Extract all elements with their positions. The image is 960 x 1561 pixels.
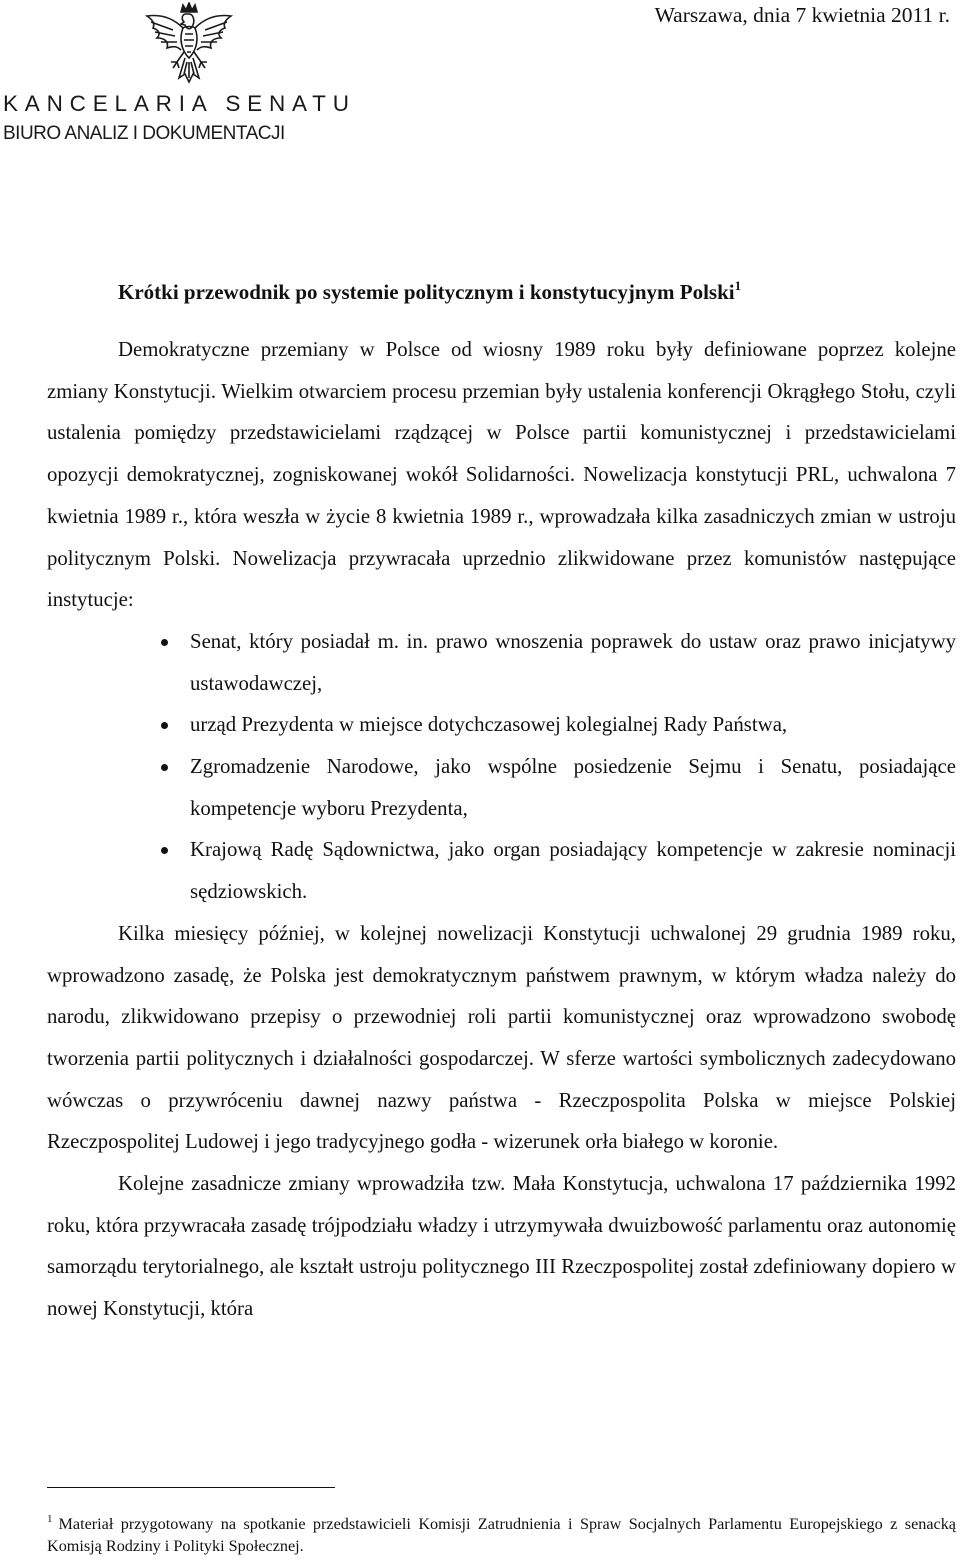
document-body [47,329,956,1330]
bullet-icon [161,639,168,646]
title-text: Krótki przewodnik po systemie politycznym i konstytucyjnym Polski [118,280,735,304]
title-footnote-ref: 1 [734,278,742,293]
list-item-text: Krajową Radę Sądownictwa, jako organ posiadający kompetencje w zakresie nominacji sędziowskich. [190,838,956,904]
institutions-list [47,621,956,913]
list-item [47,746,956,829]
list-item-text: urząd Prezydenta w miejsce dotychczasowej kolegialnej Rady Państwa, [190,713,788,737]
list-item-text: Senat, który posiadał m. in. prawo wnoszenia poprawek do ustaw oraz prawo inicjatywy ustawodawczej, [190,629,956,695]
department-name: BIURO ANALIZ I DOKUMENTACJI [3,123,285,144]
bullet-icon [161,847,168,854]
paragraph-constitution-1989: Kilka miesięcy później, w kolejnej nowelizacji Konstytucji uchwalonej 29 grudnia 1989 roku, wprowadzono zasadę, że Polska jest demokratycznym państwem prawnym, w którym władza należy do narodu, zlikwidowano przepisy o przewodniej roli partii komunistycznej oraz wprowadzono swobodę tworzenia partii politycznych i działalności gospodarczej. W sferze wartości symbolicznych zadecydowano wówczas o przywróceniu dawnej nazwy państwa - Rzeczpospolita Polska w miejsce Polskiej Rzeczpospolitej Ludowej i jego tradycyjnego godła - wizerunek orła białego w koronie. [47,921,956,1154]
list-item-text: Zgromadzenie Narodowe, jako wspólne posiedzenie Sejmu i Senatu, posiadające kompetencje wyboru Prezydenta, [190,755,956,820]
document-date: Warszawa, dnia 7 kwietnia 2011 r. [654,3,950,27]
polish-eagle-icon [143,2,235,86]
list-item [47,704,956,746]
paragraph-small-constitution: Kolejne zasadnicze zmiany wprowadziła tzw. Mała Konstytucja, uchwalona 17 października 1992 roku, która przywracała zasadę trójpodziału władzy i utrzymywała dwuizbowość parlamentu oraz autonomię samorządu terytorialnego, ale kształt ustroju politycznego III Rzeczpospolitej został zdefiniowany dopiero w nowej Konstytucji, która [47,1172,956,1321]
institution-name: KANCELARIA SENATU [3,91,356,116]
list-item [47,621,956,704]
footnote [47,1513,956,1557]
footnote-text: Materiał przygotowany na spotkanie przedstawicieli Komisji Zatrudnienia i Spraw Socjalnych Parlamentu Europejskiego z senacką Komisją Rodziny i Polityki Społecznej. [47,1515,956,1555]
bullet-icon [161,722,168,729]
footnote-number: 1 [47,1513,53,1525]
document-title [118,280,741,305]
bullet-icon [161,764,168,771]
list-item [47,829,956,912]
intro-paragraph: Demokratyczne przemiany w Polsce od wiosny 1989 roku były definiowane poprzez kolejne zmiany Konstytucji. Wielkim otwarciem procesu przemian były ustalenia konferencji Okrągłego Stołu, czyli ustalenia pomiędzy przedstawicielami rządzącej w Polsce partii komunistycznej i przedstawicielami opozycji demokratycznej, zogniskowanej wokół Solidarności. Nowelizacja konstytucji PRL, uchwalona 7 kwietnia 1989 r., która weszła w życie 8 kwietnia 1989 r., wprowadzała kilka zasadniczych zmian w ustroju politycznym Polski. Nowelizacja przywracała uprzednio zlikwidowane przez komunistów następujące instytucje: [47,338,956,612]
footnote-divider [47,1487,335,1488]
senate-logo [0,0,380,160]
